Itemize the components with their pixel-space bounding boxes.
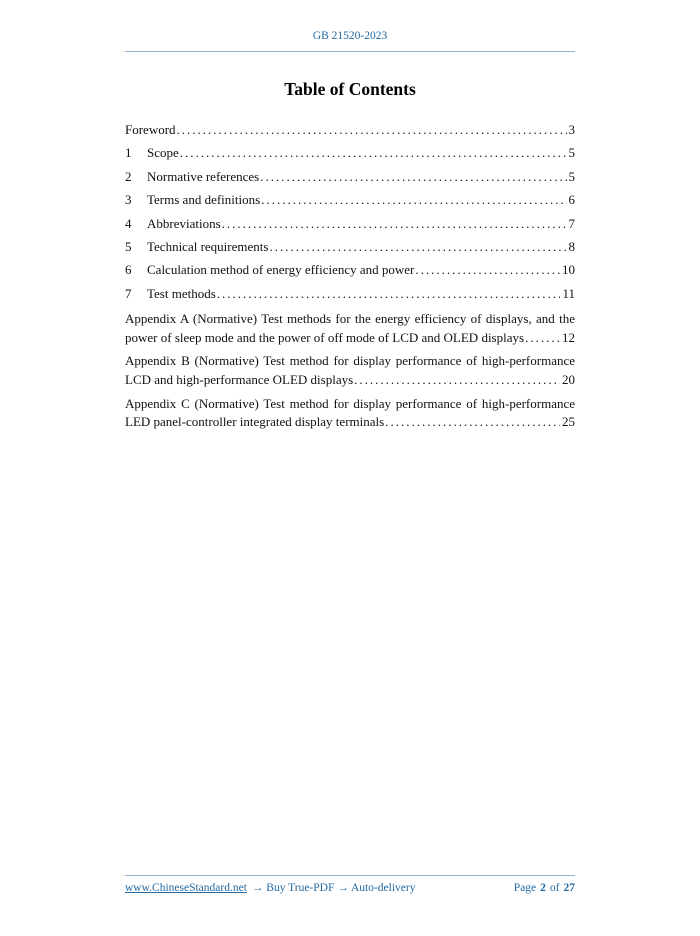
toc-entry-calculation-method [125,258,575,281]
toc-page-number: 10 [562,262,575,278]
footer-page-indicator [514,882,575,894]
dot-leader [269,235,566,258]
toc-page-number: 25 [562,414,575,430]
appendix-line-2-text: LCD and high-performance OLED displays [125,372,354,388]
toc-entry-label: Test methods [147,285,216,301]
appendix-line-2 [125,371,575,390]
toc-entry-number: 1 [125,145,132,161]
toc-page-number: 7 [568,215,575,231]
website-link[interactable]: www.ChineseStandard.net [125,882,247,894]
toc-entry-terms-definitions [125,188,575,211]
toc-entry-number: 2 [125,168,132,184]
toc-entry-number: 6 [125,262,132,278]
toc-page-number: 12 [562,329,575,345]
toc-entry-label: Technical requirements [147,239,269,255]
toc-entry-abbreviations [125,212,575,235]
dot-leader [180,141,567,164]
dot-leader [385,413,560,432]
toc-entry-appendix-a [125,310,575,347]
page-title: Table of Contents [284,79,416,99]
appendix-line-2-text: power of sleep mode and the power of off mode of LCD and OLED displays [125,329,525,345]
toc-page-number: 5 [568,145,575,161]
toc-page-number: 8 [568,239,575,255]
appendix-line-2 [125,329,575,348]
toc-page-number: 20 [562,372,575,388]
toc-entry-number: 7 [125,285,132,301]
dot-leader [260,165,566,188]
document-page [0,30,700,936]
toc-page-number: 6 [568,192,575,208]
appendix-line-1: Appendix C (Normative) Test method for display performance of high-performance [125,395,575,411]
toc-entry-number: 5 [125,239,132,255]
toc-entry-label: Normative references [147,168,260,184]
toc-entry-label: Abbreviations [147,215,221,231]
toc-page-number: 11 [562,285,575,301]
dot-leader [177,118,567,141]
toc-entry-label: Terms and definitions [147,192,261,208]
standard-code: GB 21520-2023 [312,30,388,42]
page-header [125,30,575,52]
toc-entry-number: 3 [125,192,132,208]
toc-page-number: 3 [568,122,575,137]
current-page-number: 2 [540,882,546,894]
of-label: of [549,882,560,894]
toc-entry-number: 4 [125,215,132,231]
appendix-line-1: Appendix B (Normative) Test method for display performance of high-performance [125,353,575,369]
footer-tagline: → Buy True-PDF → Auto-delivery [251,882,416,894]
dot-leader [354,371,560,390]
dot-leader [222,212,567,235]
toc-entry-test-methods [125,282,575,305]
page-label: Page [513,882,537,894]
toc-entry-label: Calculation method of energy efficiency and power [147,262,415,278]
toc-entry-scope [125,141,575,164]
dot-leader [261,188,566,211]
table-of-contents [125,118,575,432]
total-page-number: 27 [563,882,575,894]
toc-entry-appendix-b [125,352,575,389]
toc-entry-normative-references [125,165,575,188]
dot-leader [217,282,561,305]
toc-entry-technical-requirements [125,235,575,258]
appendix-line-2-text: LED panel-controller integrated display terminals [125,414,385,430]
toc-entry-label: Scope [147,145,179,161]
toc-entry-label: Foreword [125,122,176,137]
appendix-line-2 [125,413,575,432]
toc-entry-foreword [125,118,575,141]
dot-leader [415,258,560,281]
toc-entry-appendix-c [125,395,575,432]
footer-left [125,882,415,894]
dot-leader [525,329,560,348]
appendix-line-1: Appendix A (Normative) Test methods for the energy efficiency of displays, and the [125,311,575,327]
toc-page-number: 5 [568,168,575,184]
page-footer [125,875,575,894]
